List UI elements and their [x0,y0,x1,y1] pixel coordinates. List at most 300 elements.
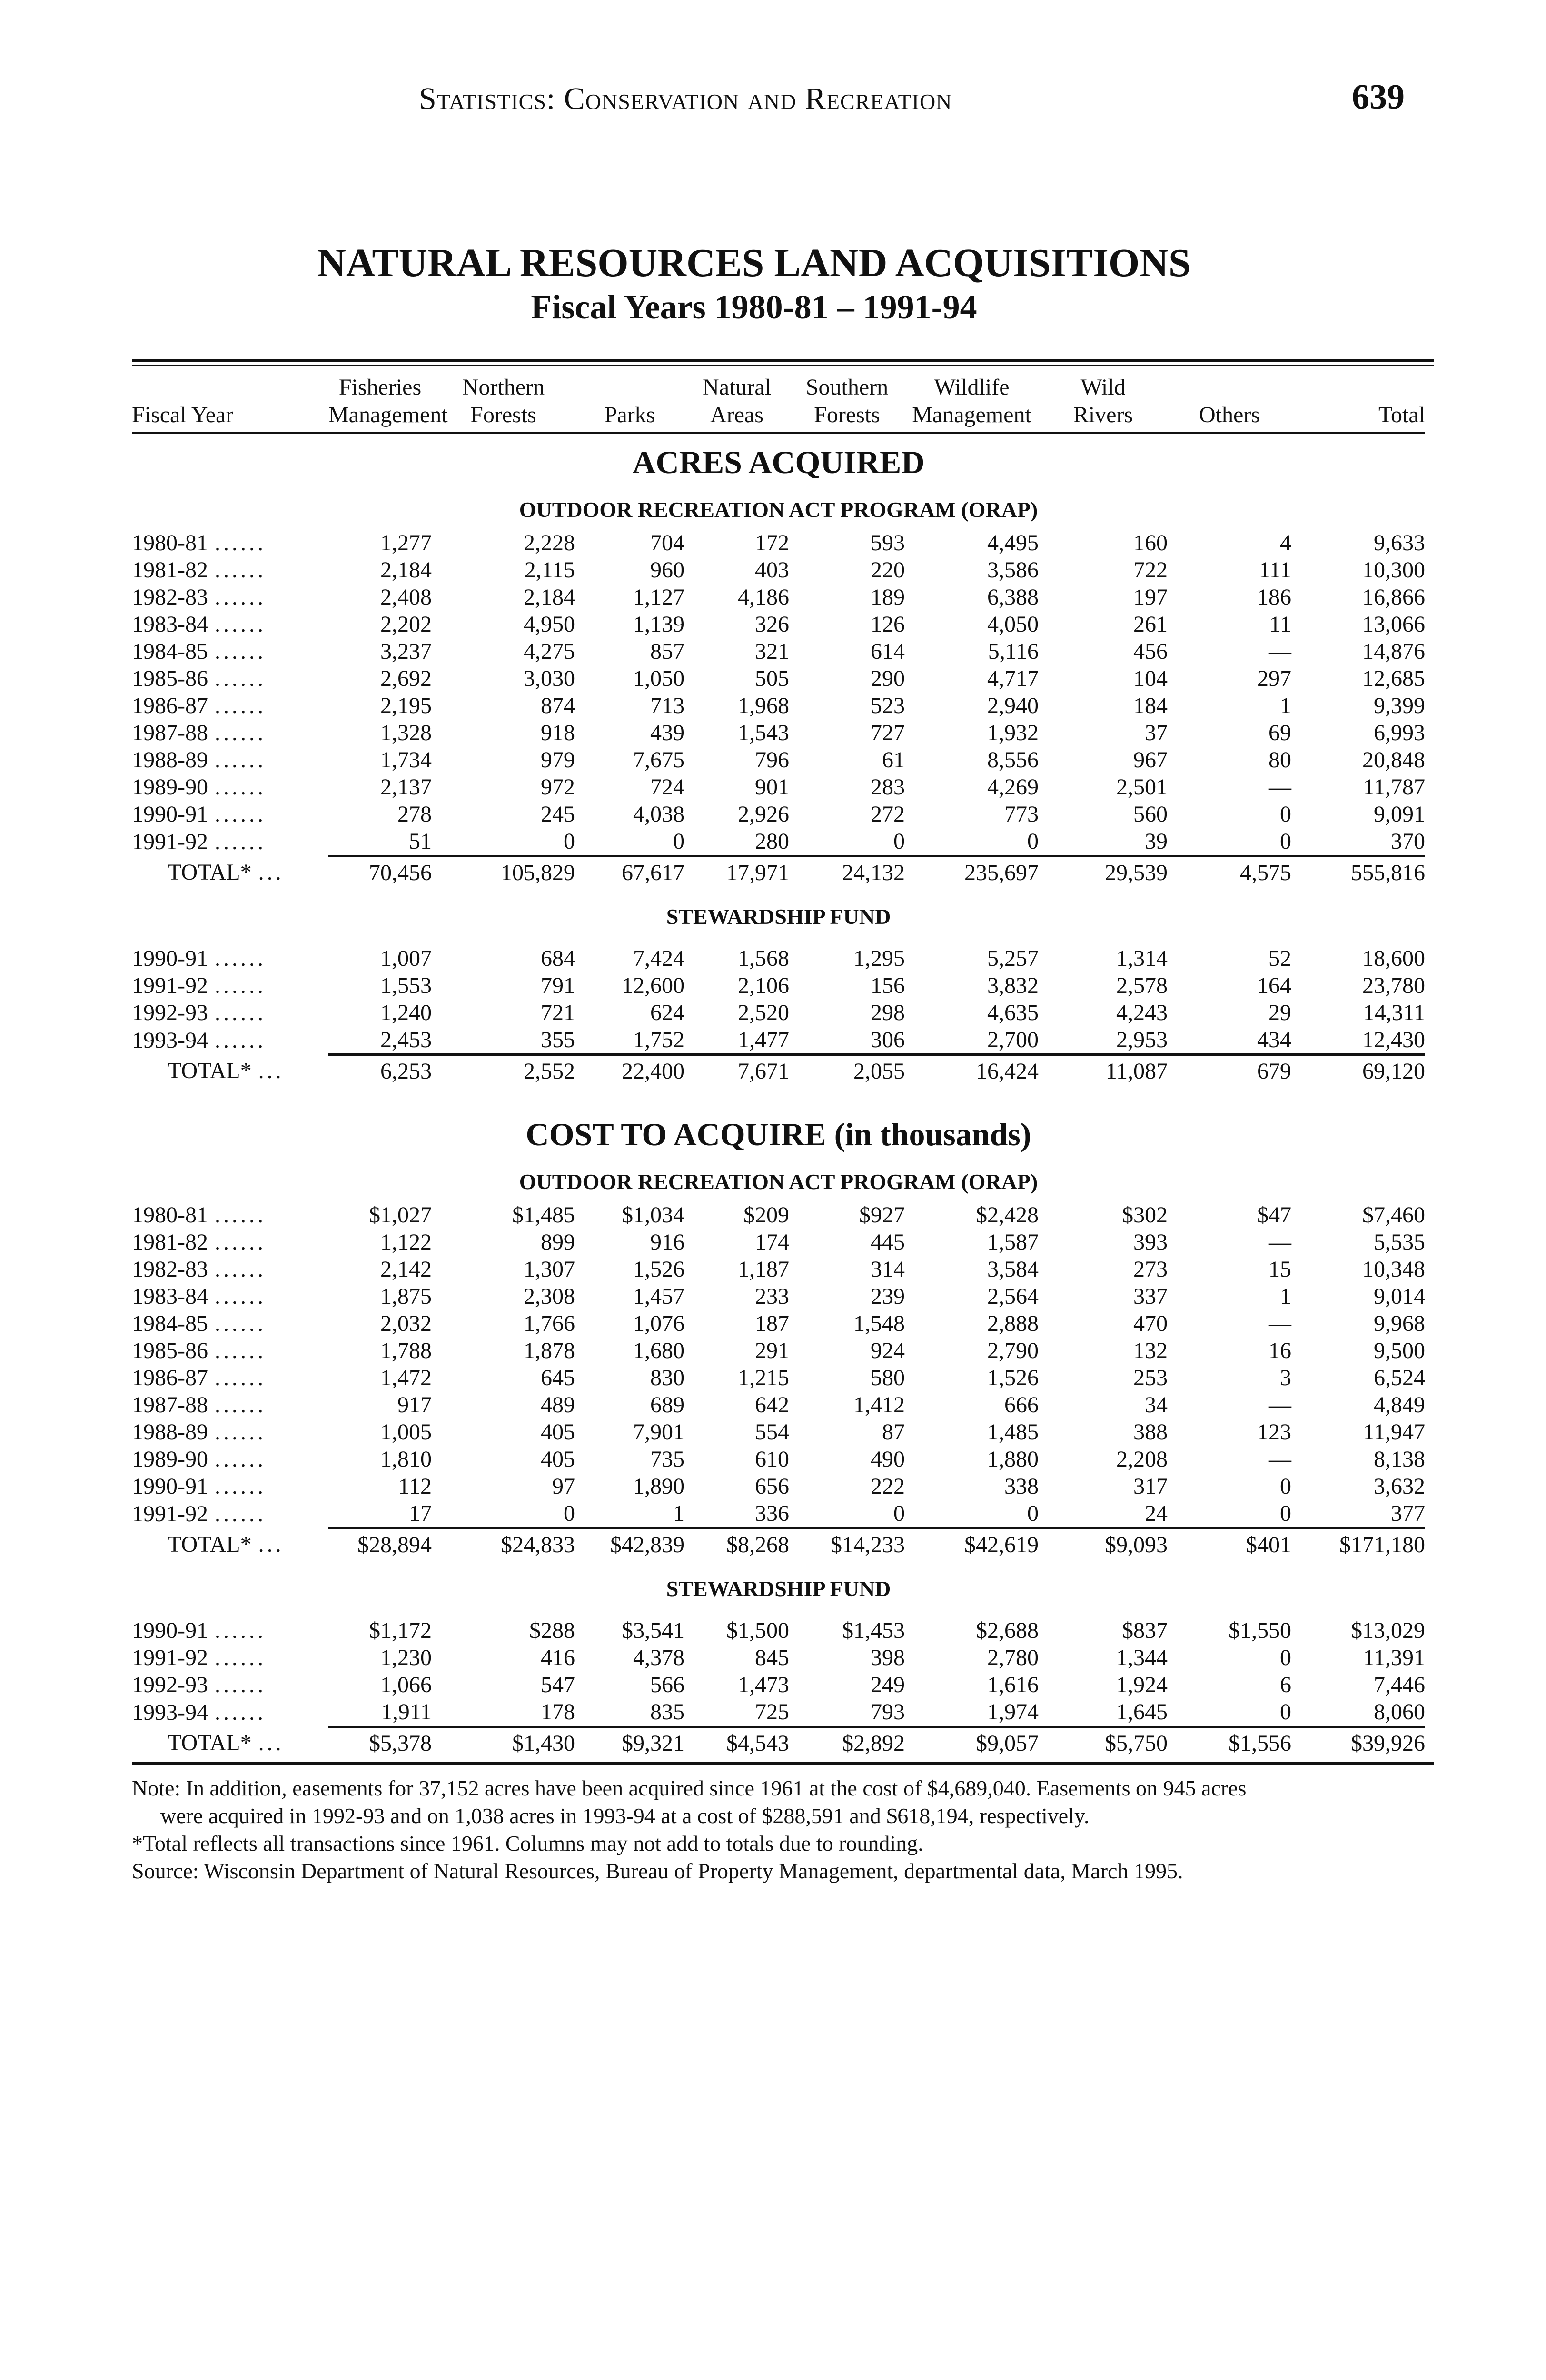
total-row [132,1727,1425,1760]
value-cell: 1,066 [380,1672,432,1697]
fiscal-year-cell [132,692,328,719]
dot-leader: ...... [214,1202,266,1228]
value-cell: 405 [541,1419,575,1445]
value-cell: 15 [1269,1257,1291,1282]
value-cell: 233 [755,1284,789,1309]
value-cell: 87 [882,1419,905,1445]
dot-leader: ...... [214,1365,266,1390]
column-header-line-2: Management [328,402,448,427]
fiscal-year-cell [132,828,328,856]
fiscal-year-cell [132,746,328,774]
fiscal-year: 1984-85 [132,1311,208,1336]
value-cell: 1,968 [738,693,789,718]
fiscal-year: 1988-89 [132,1419,208,1445]
value-cell: 1,526 [987,1365,1039,1390]
table-row [132,801,1425,828]
table-row [132,556,1425,584]
value-cell: 6,524 [1374,1365,1425,1390]
value-cell: 1,230 [380,1645,432,1670]
fiscal-year: 1980-81 [132,530,208,555]
value-cell: 34 [1145,1392,1168,1418]
value-cell: 14,876 [1362,639,1425,664]
value-cell: 796 [755,747,789,773]
value-cell: 51 [409,829,432,854]
column-header [1168,366,1291,433]
value-cell: 7,901 [633,1419,684,1445]
dot-leader: ...... [214,666,266,691]
fiscal-year-cell [132,1391,328,1418]
value-cell: 555,816 [1291,856,1425,889]
group-heading: STEWARDSHIP FUND [666,1577,891,1601]
value-cell: 3,030 [524,666,575,691]
value-cell: 560 [1133,802,1168,827]
value-cell: 835 [650,1699,684,1725]
dot-leader: ...... [214,585,266,610]
value-cell: $171,180 [1291,1528,1425,1561]
value-cell: 916 [650,1230,684,1255]
value-cell: 2,308 [524,1284,575,1309]
table-row [132,1617,1425,1644]
value-cell: 2,202 [380,612,432,637]
value-cell: 4,378 [633,1645,684,1670]
value-cell: 6,993 [1374,720,1425,745]
column-header [789,366,905,433]
value-cell: 918 [541,720,575,745]
value-cell: 5,116 [988,639,1039,664]
value-cell: 593 [871,530,905,555]
fiscal-year: 1991-92 [132,973,208,998]
value-cell: $1,556 [1168,1727,1291,1760]
dot-leader: ...... [214,1392,266,1418]
value-cell: 666 [1004,1392,1039,1418]
total-row [132,1528,1425,1561]
column-header-line-1 [132,374,328,401]
value-cell: 899 [541,1230,575,1255]
value-cell: 845 [755,1645,789,1670]
value-cell: 11,087 [1039,1055,1168,1088]
value-cell: 4,275 [524,639,575,664]
dot-leader: ... [258,1531,284,1557]
value-cell: 249 [871,1672,905,1697]
value-cell: 105,829 [432,856,575,889]
group-heading-row [132,1561,1425,1617]
value-cell: 16,424 [905,1055,1039,1088]
value-cell: $2,688 [976,1618,1039,1643]
value-cell: $3,541 [622,1618,684,1643]
value-cell: 186 [1257,585,1291,610]
dot-leader: ...... [214,1311,266,1336]
fiscal-year-cell [132,1026,328,1055]
value-cell: 2,790 [987,1338,1039,1363]
fiscal-year: 1993-94 [132,1028,208,1053]
value-cell: 80 [1269,747,1291,773]
value-cell: 1,472 [380,1365,432,1390]
section-heading-row [132,433,1425,491]
value-cell: 4,635 [987,1000,1039,1025]
value-cell: 4,269 [987,774,1039,800]
value-cell: 679 [1168,1055,1291,1088]
value-cell: 8,138 [1374,1447,1425,1472]
value-cell: 1,005 [380,1419,432,1445]
value-cell: 505 [755,666,789,691]
value-cell: 5,535 [1374,1230,1425,1255]
value-cell: 172 [755,530,789,555]
value-cell: 624 [650,1000,684,1025]
footnote: *Total reflects all transactions since 1961. Columns may not add to totals due to rounding. [132,1831,923,1855]
value-cell: 306 [871,1027,905,1052]
section-spacer [132,1087,1425,1106]
value-cell: 0 [673,829,684,854]
value-cell: 489 [541,1392,575,1418]
value-cell: 23,780 [1362,973,1425,998]
value-cell: 917 [397,1392,432,1418]
table-row [132,1473,1425,1500]
value-cell: $2,428 [976,1202,1039,1228]
value-cell: 704 [650,530,684,555]
column-header [432,366,575,433]
value-cell: 3,632 [1374,1474,1425,1499]
value-cell: 2,953 [1116,1027,1168,1052]
value-cell: 29 [1269,1000,1291,1025]
value-cell: 104 [1133,666,1168,691]
value-cell: $5,378 [328,1727,432,1760]
value-cell: 713 [650,693,684,718]
value-cell: 1 [673,1501,684,1526]
value-cell: 11,947 [1363,1419,1425,1445]
column-header [1291,366,1425,433]
table-row [132,972,1425,999]
value-cell: 0 [564,829,575,854]
value-cell: 2,142 [380,1257,432,1282]
fiscal-year: 1980-81 [132,1202,208,1228]
dot-leader: ...... [214,1419,266,1445]
column-header-line-2: Forests [814,402,880,427]
table-row [132,1671,1425,1698]
column-header [1039,366,1168,433]
value-cell: — [1269,1392,1291,1418]
value-cell: 2,926 [738,802,789,827]
column-header-line-1: Fisheries [338,375,422,400]
value-cell: $9,321 [575,1727,684,1760]
total-label-cell [132,1528,328,1561]
value-cell: $14,233 [789,1528,905,1561]
value-cell: 2,408 [380,585,432,610]
fiscal-year: 1986-87 [132,693,208,718]
value-cell: 1,890 [633,1474,684,1499]
value-cell: 1,543 [738,720,789,745]
value-cell: 722 [1133,557,1168,583]
value-cell: 7,424 [633,946,684,971]
value-cell: 3 [1280,1365,1291,1390]
fiscal-year-cell [132,611,328,638]
value-cell: $209 [743,1202,789,1228]
value-cell: 10,348 [1362,1257,1425,1282]
value-cell: 1,788 [380,1338,432,1363]
value-cell: 14,311 [1363,1000,1425,1025]
table-row [132,692,1425,719]
value-cell: 1,734 [380,747,432,773]
value-cell: 314 [871,1257,905,1282]
value-cell: 4,717 [987,666,1039,691]
value-cell: 2,888 [987,1311,1039,1336]
value-cell: 642 [755,1392,789,1418]
total-label-cell [132,1055,328,1088]
fiscal-year: 1985-86 [132,666,208,691]
value-cell: 4 [1280,530,1291,555]
dot-leader: ... [258,1730,284,1755]
value-cell: $4,543 [684,1727,789,1760]
column-header-line-2: Total [1378,402,1425,427]
value-cell: 0 [564,1501,575,1526]
column-header-line-1 [575,374,684,401]
page-subtitle: Fiscal Years 1980-81 – 1991-94 [531,288,977,326]
value-cell: 7,671 [684,1055,789,1088]
column-header-line-1: Wildlife [934,375,1010,400]
dot-leader: ...... [214,1230,266,1255]
dot-leader: ...... [214,1028,266,1053]
value-cell: 2,453 [380,1027,432,1052]
value-cell: 979 [541,747,575,773]
fiscal-year-cell [132,1418,328,1446]
value-cell: 725 [755,1699,789,1725]
value-cell: 377 [1391,1501,1425,1526]
value-cell: 1,187 [738,1257,789,1282]
value-cell: 4,950 [524,612,575,637]
value-cell: 924 [871,1338,905,1363]
value-cell: $8,268 [684,1528,789,1561]
value-cell: 6,388 [987,585,1039,610]
value-cell: 580 [871,1365,905,1390]
group-heading: STEWARDSHIP FUND [666,904,891,929]
dot-leader: ...... [214,1338,266,1363]
dot-leader: ...... [214,747,266,773]
running-head-title: Statistics: Conservation and Recreation [419,81,952,116]
value-cell: 857 [650,639,684,664]
value-cell: 1,878 [524,1338,575,1363]
fiscal-year: 1987-88 [132,720,208,745]
value-cell: 0 [893,829,905,854]
value-cell: $28,894 [328,1528,432,1561]
dot-leader: ...... [214,1645,266,1670]
value-cell: — [1269,639,1291,664]
table-row [132,1644,1425,1671]
fiscal-year: 1989-90 [132,774,208,800]
value-cell: 2,552 [432,1055,575,1088]
value-cell: 1,974 [987,1699,1039,1725]
fiscal-year: 1983-84 [132,612,208,637]
dot-leader: ...... [214,1000,266,1025]
fiscal-year-cell [132,719,328,746]
column-header-line-2: Fiscal Year [132,402,234,427]
value-cell: 355 [541,1027,575,1052]
value-cell: 12,600 [622,973,684,998]
value-cell: $302 [1122,1202,1168,1228]
value-cell: 1,050 [633,666,684,691]
table-row [132,1391,1425,1418]
value-cell: 16 [1269,1338,1291,1363]
value-cell: $7,460 [1362,1202,1425,1228]
value-cell: 1,548 [853,1311,905,1336]
group-heading: OUTDOOR RECREATION ACT PROGRAM (ORAP) [519,1170,1038,1194]
column-header-line-1: Northern [462,375,545,400]
dot-leader: ...... [214,530,266,555]
fiscal-year: 1981-82 [132,557,208,583]
value-cell: 1,766 [524,1311,575,1336]
value-cell: 1,568 [738,946,789,971]
value-cell: 291 [755,1338,789,1363]
value-cell: 4,849 [1374,1392,1425,1418]
column-header-line-1: Natural [703,375,771,400]
value-cell: 2,501 [1116,774,1168,800]
value-cell: $1,027 [369,1202,432,1228]
fiscal-year: 1982-83 [132,1257,208,1282]
fiscal-year: 1991-92 [132,1501,208,1527]
value-cell: 566 [650,1672,684,1697]
value-cell: 0 [1027,1501,1039,1526]
dot-leader: ...... [214,557,266,583]
fiscal-year-cell [132,801,328,828]
value-cell: 721 [541,1000,575,1025]
total-row [132,856,1425,889]
value-cell: 9,399 [1374,693,1425,718]
table-row [132,1364,1425,1391]
value-cell: 280 [755,829,789,854]
column-header-line-1: Wild [1080,375,1126,400]
value-cell: 2,208 [1116,1447,1168,1472]
value-cell: 20,848 [1362,747,1425,773]
value-cell: 22,400 [575,1055,684,1088]
value-cell: 317 [1133,1474,1168,1499]
column-header [684,366,789,433]
value-cell: 1,473 [738,1672,789,1697]
total-label: TOTAL* [168,859,252,885]
acquisitions-table-wrapper [132,359,1434,1765]
value-cell: 278 [397,802,432,827]
table-row [132,999,1425,1026]
value-cell: 0 [1280,1501,1291,1526]
value-cell: $1,034 [622,1202,684,1228]
table-row [132,746,1425,774]
value-cell: 17 [409,1501,432,1526]
value-cell: 398 [871,1645,905,1670]
column-header [905,366,1039,433]
value-cell: 253 [1133,1365,1168,1390]
value-cell: 4,575 [1168,856,1291,889]
column-header [132,366,328,433]
dot-leader: ...... [214,1672,266,1697]
fiscal-year-cell [132,774,328,801]
value-cell: $837 [1122,1618,1168,1643]
value-cell: $42,619 [905,1528,1039,1561]
value-cell: 1,307 [524,1257,575,1282]
value-cell: 39 [1145,829,1168,854]
value-cell: — [1269,774,1291,800]
value-cell: 189 [871,585,905,610]
value-cell: $401 [1168,1528,1291,1561]
value-cell: 12,685 [1362,666,1425,691]
fiscal-year-cell [132,972,328,999]
value-cell: 416 [541,1645,575,1670]
value-cell: $24,833 [432,1528,575,1561]
fiscal-year-cell [132,584,328,611]
dot-leader: ...... [214,612,266,637]
section-heading-row [132,1106,1425,1162]
value-cell: 1,295 [853,946,905,971]
value-cell: — [1269,1230,1291,1255]
table-row [132,1698,1425,1727]
value-cell: 338 [1004,1474,1039,1499]
value-cell: 178 [541,1699,575,1725]
dot-leader: ...... [214,1501,266,1527]
table-row [132,1201,1425,1229]
dot-leader: ...... [214,1700,266,1726]
value-cell: 29,539 [1039,856,1168,889]
value-cell: 1,526 [633,1257,684,1282]
value-cell: 24 [1145,1501,1168,1526]
value-cell: 439 [650,720,684,745]
value-cell: 7,446 [1374,1672,1425,1697]
value-cell: $288 [529,1618,575,1643]
value-cell: 70,456 [328,856,432,889]
value-cell: 3,832 [987,973,1039,998]
value-cell: 2,520 [738,1000,789,1025]
value-cell: 7,675 [633,747,684,773]
value-cell: 197 [1133,585,1168,610]
value-cell: 614 [871,639,905,664]
fiscal-year-cell [132,1337,328,1364]
value-cell: 470 [1133,1311,1168,1336]
total-label-cell [132,1727,328,1760]
value-cell: 1,007 [380,946,432,971]
value-cell: 298 [871,1000,905,1025]
table-row [132,945,1425,972]
group-heading-row [132,490,1425,529]
total-label-cell [132,856,328,889]
value-cell: 2,195 [380,693,432,718]
value-cell: 2,115 [524,557,575,583]
fiscal-year-cell [132,999,328,1026]
value-cell: 735 [650,1447,684,1472]
value-cell: 336 [755,1501,789,1526]
dot-leader: ...... [214,720,266,745]
note-text: Note: In addition, easements for 37,152 acres have been acquired since 1961 at the cost of $4,689,040. Easements on 945 acres [132,1776,1247,1800]
value-cell: 2,184 [380,557,432,583]
value-cell: 69 [1269,720,1291,745]
value-cell: 656 [755,1474,789,1499]
fiscal-year-cell [132,1698,328,1727]
value-cell: 1,412 [853,1392,905,1418]
dot-leader: ...... [214,1474,266,1499]
page-number: 639 [1352,78,1405,117]
fiscal-year-cell [132,1283,328,1310]
total-row [132,1055,1425,1088]
value-cell: 337 [1133,1284,1168,1309]
fiscal-year: 1989-90 [132,1447,208,1472]
dot-leader: ...... [214,946,266,971]
value-cell: 11,787 [1363,774,1425,800]
fiscal-year-cell [132,1644,328,1671]
fiscal-year: 1984-85 [132,639,208,664]
value-cell: $1,430 [432,1727,575,1760]
value-cell: 10,300 [1362,557,1425,583]
value-cell: 4,186 [738,585,789,610]
page-title: NATURAL RESOURCES LAND ACQUISITIONS [317,241,1191,285]
value-cell: 1,875 [380,1284,432,1309]
value-cell: 5,257 [987,946,1039,971]
total-label: TOTAL* [168,1531,252,1557]
value-cell: 1,139 [633,612,684,637]
dot-leader: ... [258,859,284,885]
